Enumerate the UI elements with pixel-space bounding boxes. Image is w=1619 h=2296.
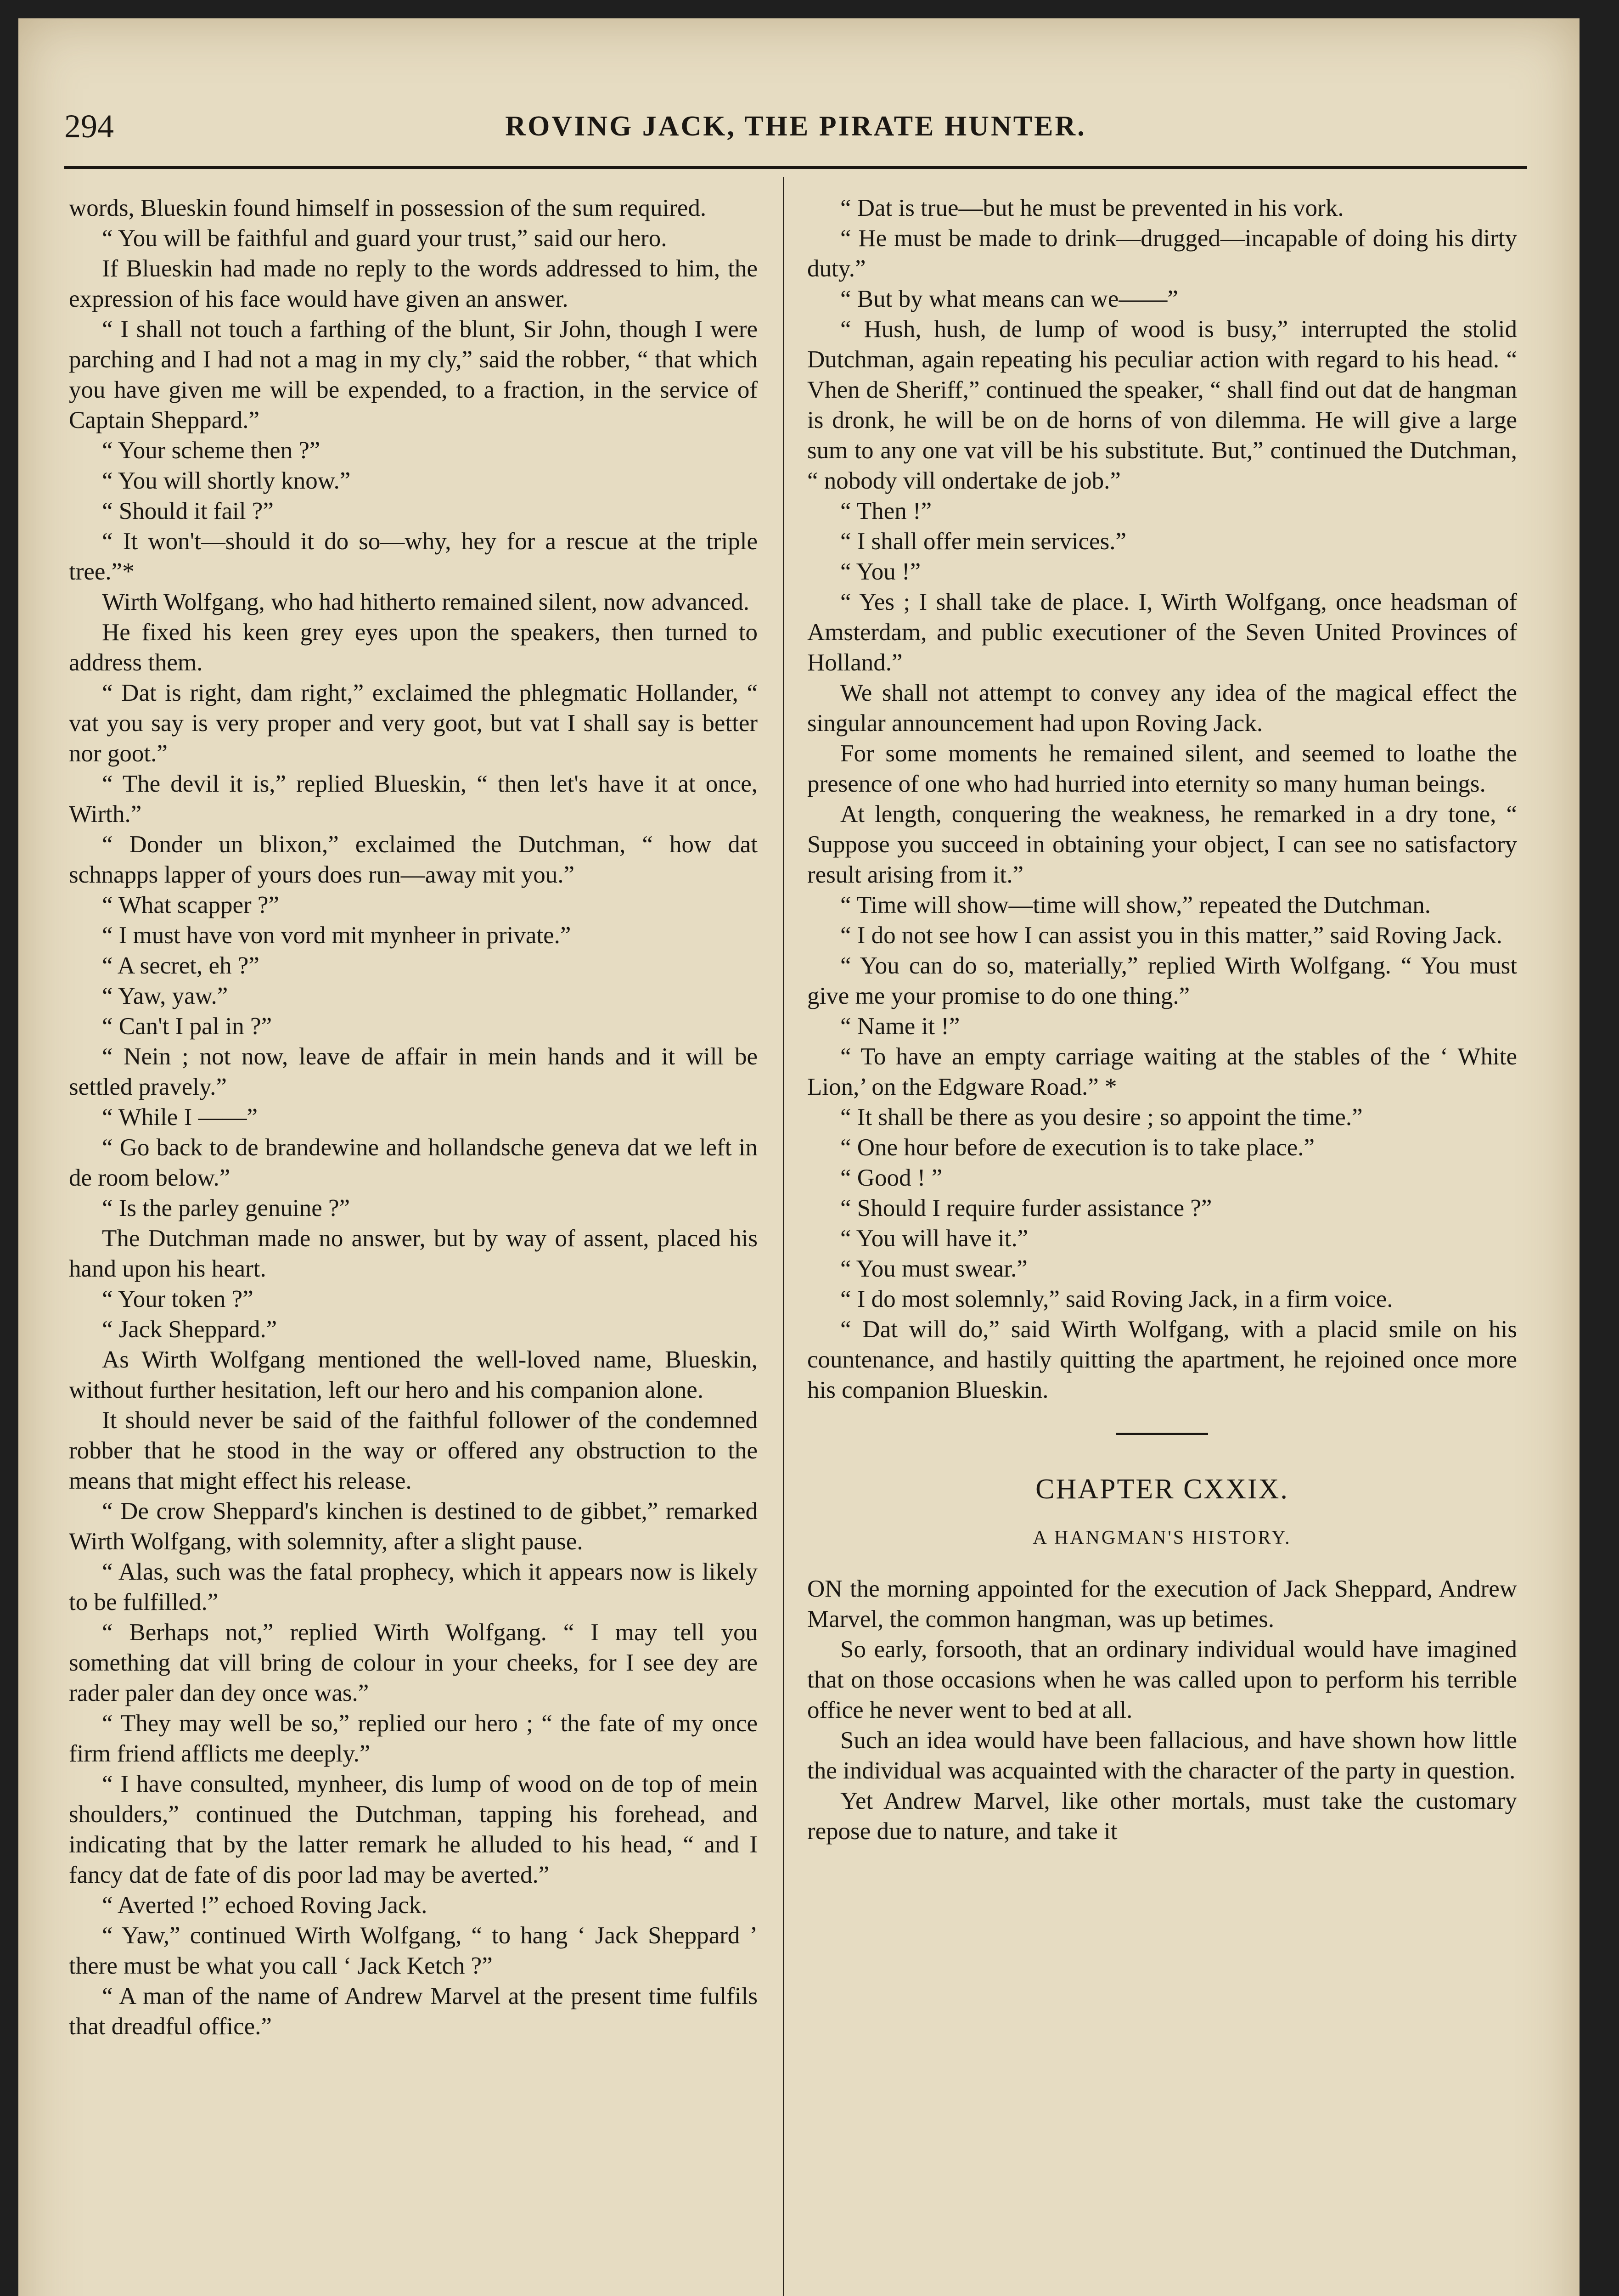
paragraph: “ He must be made to drink—drugged—incapable of doing his dirty duty.” [807, 225, 1517, 282]
paragraph: ON the morning appointed for the execution of Jack Sheppard, Andrew Marvel, the common hangman, was up betimes. [807, 1576, 1517, 1632]
paragraph: “ You will be faithful and guard your trust,” said our hero. [102, 225, 667, 252]
paragraph: “ Should it fail ?” [102, 498, 274, 524]
paragraph: The Dutchman made no answer, but by way of assent, placed his hand upon his heart. [69, 1225, 758, 1282]
paragraph: “ But by what means can we——” [840, 286, 1178, 312]
paragraph: For some moments he remained silent, and seemed to loathe the presence of one who had hurried into eternity so many human beings. [807, 740, 1517, 797]
paragraph: “ Averted !” echoed Roving Jack. [102, 1892, 427, 1919]
paragraph: “ I do most solemnly,” said Roving Jack, in a firm voice. [840, 1286, 1393, 1312]
chapter-subtitle: A HANGMAN'S HISTORY. [1033, 1527, 1292, 1548]
paragraph: “ It shall be there as you desire ; so appoint the time.” [840, 1104, 1363, 1131]
magazine-page [18, 18, 1580, 2296]
paragraph: “ Alas, such was the fatal prophecy, which it appears now is likely to be fulfilled.” [69, 1559, 758, 1615]
chapter-body [807, 1574, 1517, 1846]
paragraph: “ I shall offer mein services.” [840, 528, 1126, 555]
chapter-title: CHAPTER CXXIX. [1035, 1474, 1289, 1505]
paragraph: “ You can do so, materially,” replied Wirth Wolfgang. “ You must give me your promise to do one thing.” [807, 952, 1517, 1009]
paragraph: “ Should I require furder assistance ?” [840, 1195, 1212, 1221]
paragraph: “ Yaw,” continued Wirth Wolfgang, “ to hang ‘ Jack Sheppard ’ there must be what you call ‘ Jack Ketch ?” [69, 1922, 758, 1979]
paragraph: “ Dat will do,” said Wirth Wolfgang, with a placid smile on his countenance, and hastily quitting the apartment, he rejoined once more his companion Blueskin. [807, 1316, 1517, 1403]
paragraph: “ It won't—should it do so—why, hey for a rescue at the triple tree.”* [69, 528, 758, 585]
paragraph: “ Good ! ” [840, 1165, 943, 1191]
page-header [64, 101, 1527, 152]
paragraph: “ I shall not touch a farthing of the blunt, Sir John, though I were parching and I had not a mag in my cly,” said the robber, “ that which you have given me will be expended, to a fraction, in the service of Captain Sheppard.” [69, 316, 758, 433]
paragraph: “ Your token ?” [102, 1286, 253, 1312]
paragraph: “ I must have von vord mit mynheer in private.” [102, 922, 571, 949]
paragraph: “ Dat is true—but he must be prevented in his vork. [840, 195, 1344, 221]
paragraph: He fixed his keen grey eyes upon the speakers, then turned to address them. [69, 619, 758, 676]
paragraph: “ Berhaps not,” replied Wirth Wolfgang. “ I may tell you something dat vill bring de colour in your cheeks, for I see dey are rader paler dan dey once was.” [69, 1619, 758, 1706]
paragraph: “ I do not see how I can assist you in this matter,” said Roving Jack. [840, 922, 1502, 949]
running-title: ROVING JACK, THE PIRATE HUNTER. [505, 111, 1086, 142]
paragraph: “ Donder un blixon,” exclaimed the Dutchman, “ how dat schnapps lapper of yours does run—away mit you.” [69, 831, 758, 888]
paragraph: So early, forsooth, that an ordinary individual would have imagined that on those occasions when he was called upon to perform his terrible office he never went to bed at all. [807, 1636, 1517, 1723]
paragraph: “ You will shortly know.” [102, 467, 351, 494]
paragraph: “ Nein ; not now, leave de affair in mein hands and it will be settled pravely.” [69, 1043, 758, 1100]
paragraph: “ You !” [840, 558, 921, 585]
paragraph: “ What scapper ?” [102, 892, 279, 918]
paragraph: words, Blueskin found himself in possession of the sum required. [69, 195, 707, 221]
paragraph: “ Yaw, yaw.” [102, 983, 228, 1009]
paragraph: “ Is the parley genuine ?” [102, 1195, 350, 1221]
paragraph: “ Can't I pal in ?” [102, 1013, 272, 1040]
paragraph: Such an idea would have been fallacious, and have shown how little the individual was acquainted with the character of the party in question. [807, 1727, 1517, 1784]
paragraph: “ Dat is right, dam right,” exclaimed the phlegmatic Hollander, “ vat you say is very proper and very goot, but vat I shall say is better nor goot.” [69, 680, 758, 767]
header-rule [64, 166, 1527, 169]
paragraph: “ While I ——” [102, 1104, 258, 1131]
paragraph: As Wirth Wolfgang mentioned the well-loved name, Blueskin, without further hesitation, left our hero and his companion alone. [69, 1346, 758, 1403]
paragraph: “ A secret, eh ?” [102, 952, 259, 979]
paragraph: “ One hour before de execution is to take place.” [840, 1134, 1315, 1161]
paragraph: “ Jack Sheppard.” [102, 1316, 277, 1343]
paragraph: It should never be said of the faithful follower of the condemned robber that he stood in the way or offered any obstruction to the means that might effect his release. [69, 1407, 758, 1494]
page-number: 294 [64, 108, 114, 145]
paragraph: “ Hush, hush, de lump of wood is busy,” interrupted the stolid Dutchman, again repeating his peculiar action with regard to his head. “ Vhen de Sheriff,” continued the speaker, “ shall find out dat de hangman is dronk, he will be on de horns of von dilemma. He will give a large sum to any one vat vill be his substitute. But,” continued the Dutchman, “ nobody vill ondertake de job.” [807, 316, 1517, 494]
paragraph: If Blueskin had made no reply to the words addressed to him, the expression of his face would have given an answer. [69, 255, 758, 312]
paragraph: We shall not attempt to convey any idea of the magical effect the singular announcement had upon Roving Jack. [807, 680, 1517, 737]
paragraph: “ The devil it is,” replied Blueskin, “ then let's have it at once, Wirth.” [69, 771, 758, 827]
paragraph: “ They may well be so,” replied our hero ; “ the fate of my once firm friend afflicts me deeply.” [69, 1710, 758, 1767]
paragraph: “ De crow Sheppard's kinchen is destined to de gibbet,” remarked Wirth Wolfgang, with solemnity, after a slight pause. [69, 1498, 758, 1555]
paragraph: “ You will have it.” [840, 1225, 1029, 1252]
paragraph: “ Then !” [840, 498, 932, 524]
paragraph: “ Time will show—time will show,” repeated the Dutchman. [840, 892, 1431, 918]
paragraph: At length, conquering the weakness, he remarked in a dry tone, “ Suppose you succeed in obtaining your object, I can see no satisfactory result arising from it.” [807, 801, 1517, 888]
paragraph: “ To have an empty carriage waiting at the stables of the ‘ White Lion,’ on the Edgware Road.” * [807, 1043, 1517, 1100]
paragraph: “ A man of the name of Andrew Marvel at the present time fulfils that dreadful office.” [69, 1983, 758, 2040]
right-column-story [807, 193, 1517, 1405]
paragraph: “ Your scheme then ?” [102, 437, 320, 464]
paragraph: “ Yes ; I shall take de place. I, Wirth Wolfgang, once headsman of Amsterdam, and public executioner of the Seven United Provinces of Holland.” [807, 589, 1517, 676]
chapter-rule [1116, 1433, 1208, 1435]
column-divider [783, 177, 784, 2296]
right-column [807, 193, 1517, 1846]
paragraph: “ Go back to de brandewine and hollandsche geneva dat we left in de room below.” [69, 1134, 758, 1191]
paragraph: Yet Andrew Marvel, like other mortals, must take the customary repose due to nature, and take it [807, 1788, 1517, 1845]
paragraph: Wirth Wolfgang, who had hitherto remained silent, now advanced. [102, 589, 749, 615]
left-column [69, 193, 758, 2042]
paragraph: “ I have consulted, mynheer, dis lump of wood on de top of mein shoulders,” continued the Dutchman, tapping his forehead, and indicating that by the latter remark he alluded to his head, “ and I fancy dat de fate of dis poor lad may be averted.” [69, 1771, 758, 1888]
paragraph: “ Name it !” [840, 1013, 960, 1040]
paragraph: “ You must swear.” [840, 1255, 1028, 1282]
